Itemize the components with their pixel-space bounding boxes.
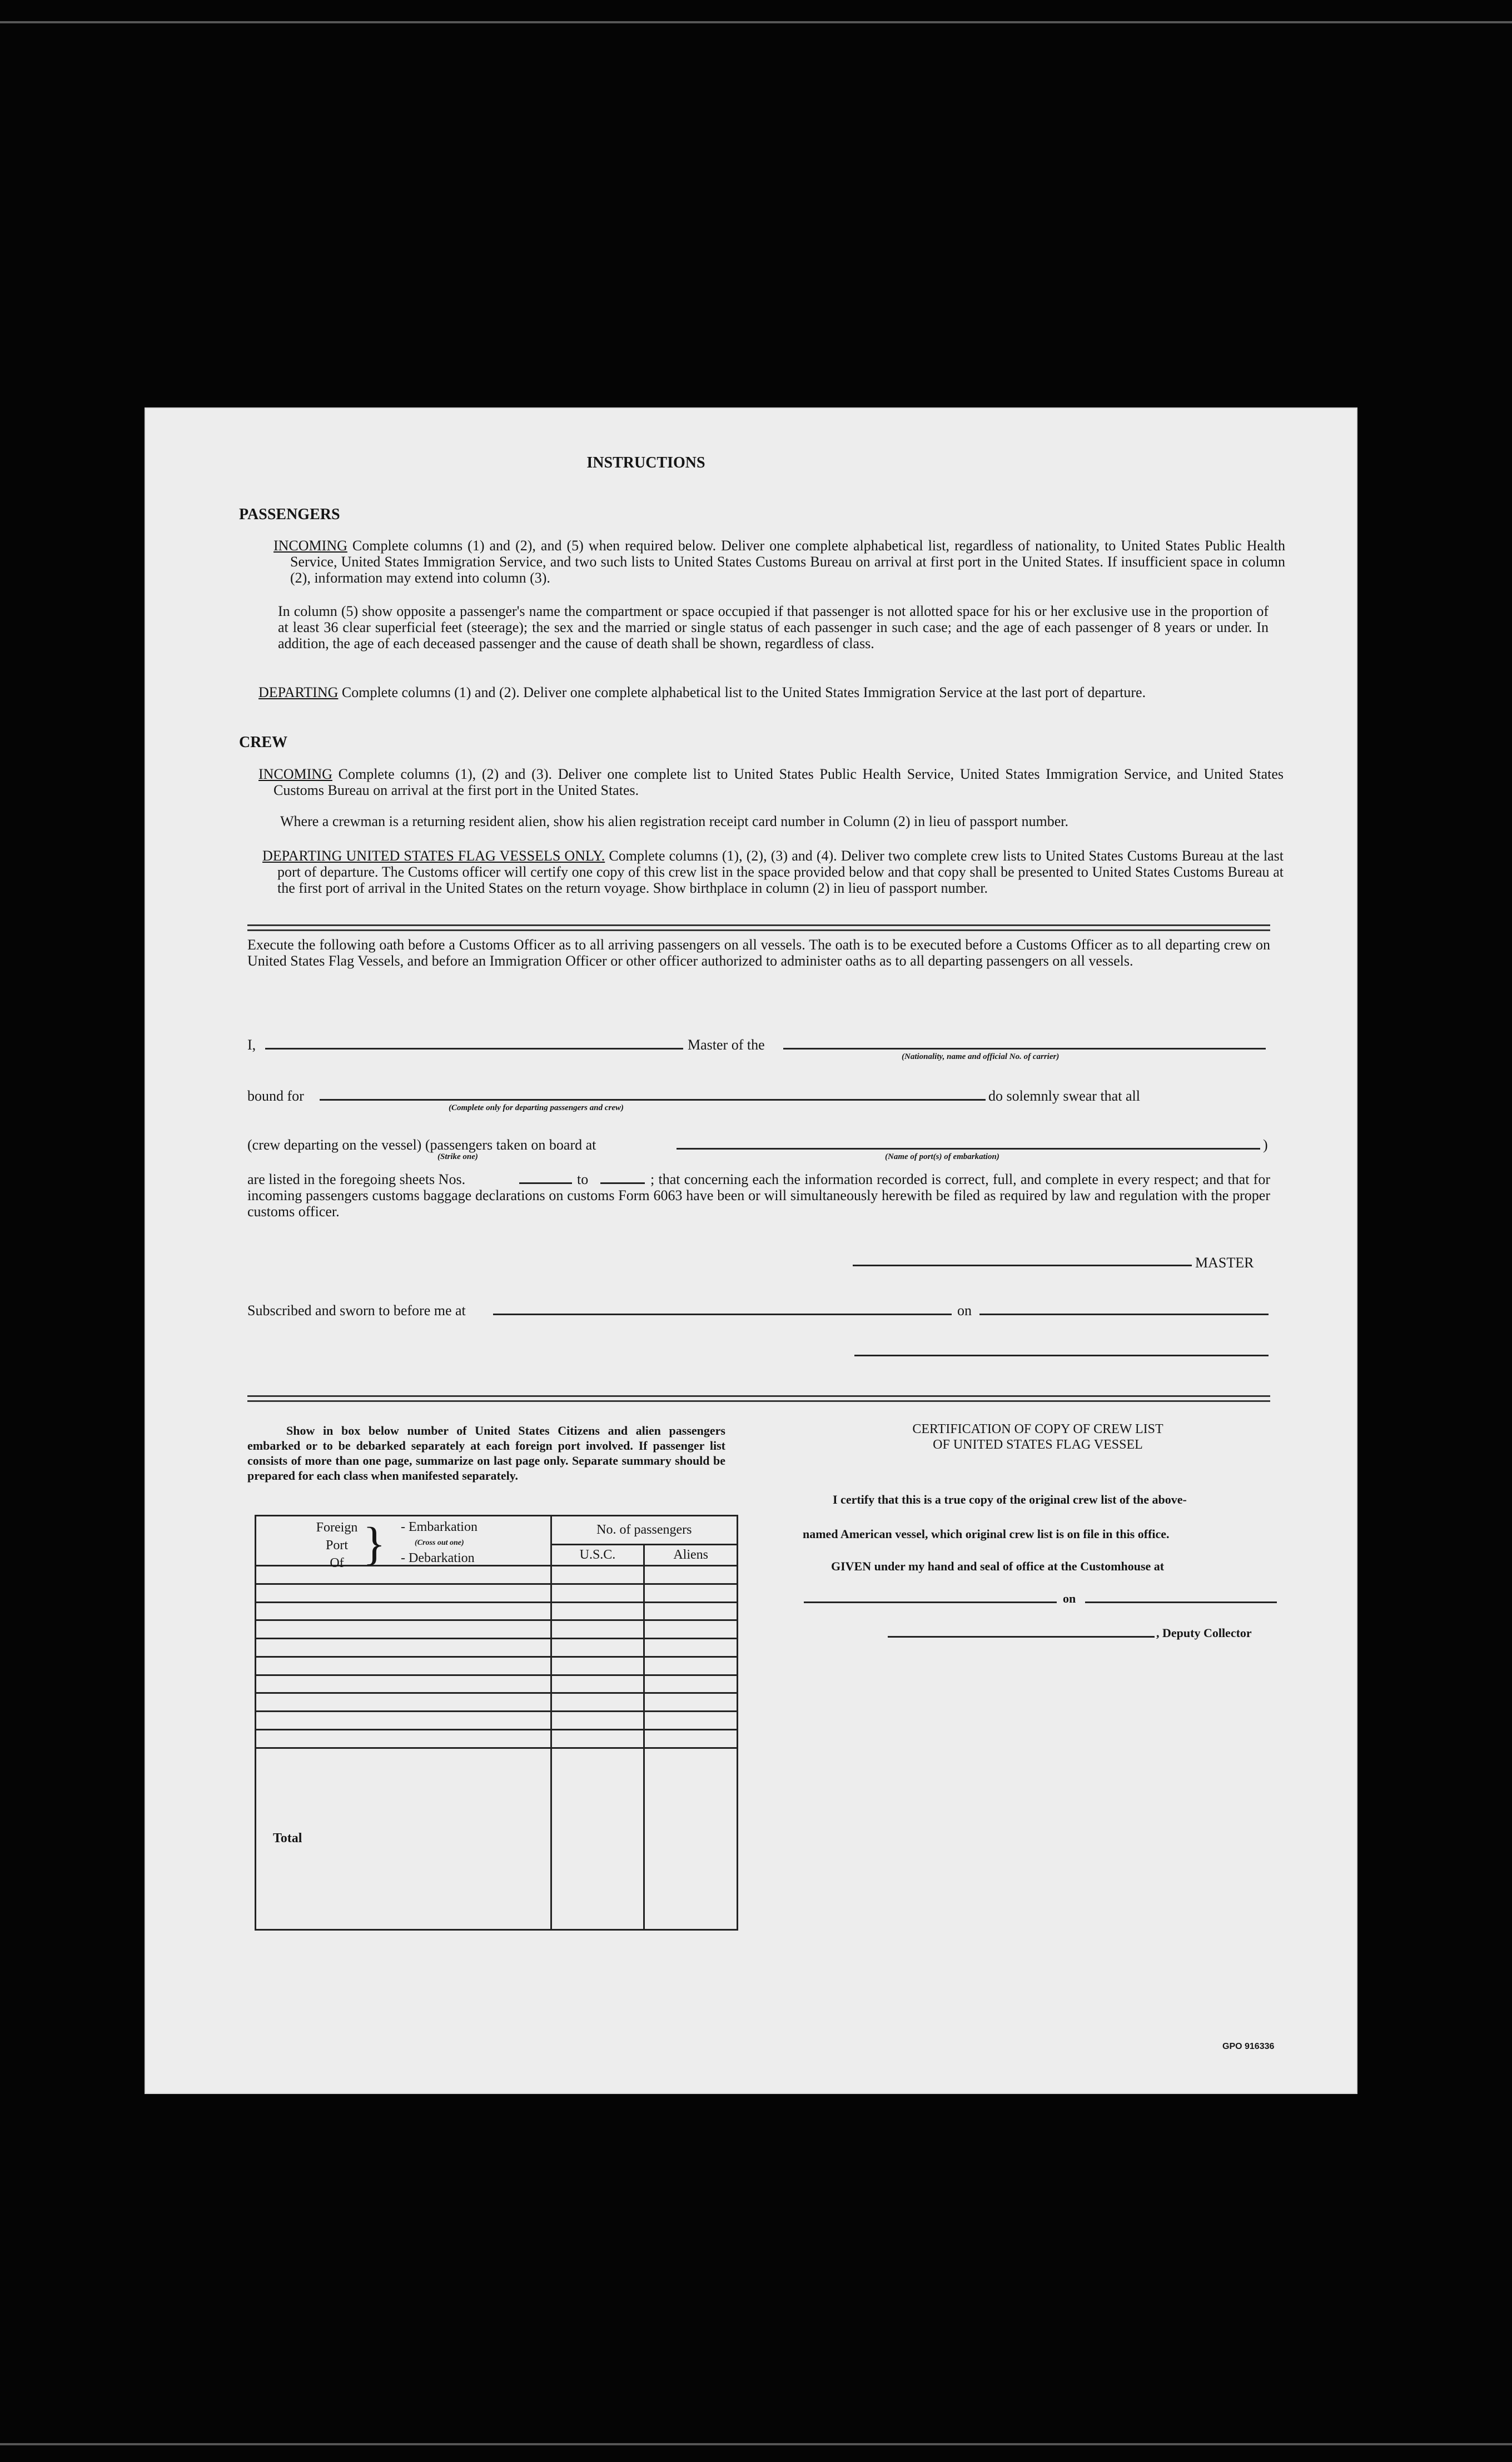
master-signature-field[interactable]: [853, 1265, 1192, 1266]
port-cell[interactable]: [256, 1602, 551, 1620]
crew-incoming: [258, 766, 1284, 798]
certification-title-line2: OF UNITED STATES FLAG VESSEL: [933, 1438, 1143, 1452]
passengers-heading: PASSENGERS: [239, 506, 340, 523]
total-row: [256, 1748, 738, 1930]
no-passengers-header: No. of passengers: [551, 1516, 737, 1545]
cross-out-caption: (Cross out one): [415, 1539, 464, 1547]
usc-cell[interactable]: [551, 1712, 644, 1730]
total-label: Total: [256, 1748, 551, 1930]
port-label: Port: [325, 1538, 348, 1553]
port-cell[interactable]: [256, 1620, 551, 1639]
port-cell[interactable]: [256, 1693, 551, 1712]
crew-incoming-text: Complete columns (1), (2) and (3). Deliver one complete list to United States Public Health Service, United States Immigration Service, and United States Customs Bureau on arrival at the first port in the United States.: [273, 766, 1284, 798]
strike-caption: (Strike one): [437, 1152, 478, 1161]
table-row: [256, 1639, 738, 1657]
table-row: [256, 1620, 738, 1639]
certify-line1: I certify that this is a true copy of the original crew list of the above-: [833, 1493, 1187, 1506]
nationality-caption: (Nationality, name and official No. of carrier): [902, 1052, 1060, 1061]
usc-cell[interactable]: [551, 1566, 644, 1584]
of-label: Of: [330, 1556, 344, 1570]
aliens-cell[interactable]: [644, 1657, 738, 1675]
usc-cell[interactable]: [551, 1675, 644, 1693]
table-row: [256, 1729, 738, 1748]
certification-title-line1: CERTIFICATION OF COPY OF CREW LIST: [912, 1422, 1163, 1436]
oath-i-label: I,: [247, 1037, 256, 1053]
master-label: MASTER: [1195, 1255, 1254, 1271]
divider-lower: [247, 1395, 1270, 1402]
crew-heading: CREW: [239, 734, 288, 751]
total-usc-cell[interactable]: [551, 1748, 644, 1930]
usc-cell[interactable]: [551, 1639, 644, 1657]
passengers-departing-text: Complete columns (1) and (2). Deliver one complete alphabetical list to the United States Immigration Service at the last port of departure.: [341, 684, 1146, 700]
divider: [247, 924, 1270, 931]
carrier-field[interactable]: [783, 1048, 1266, 1050]
given-line: GIVEN under my hand and seal of office at the Customhouse at: [831, 1559, 1165, 1573]
page-title: INSTRUCTIONS: [586, 454, 705, 471]
aliens-cell[interactable]: [644, 1620, 738, 1639]
sworn-on-label: on: [957, 1302, 972, 1319]
usc-cell[interactable]: [551, 1584, 644, 1602]
aliens-cell[interactable]: [644, 1566, 738, 1584]
aliens-cell[interactable]: [644, 1675, 738, 1693]
usc-header: U.S.C.: [551, 1545, 644, 1566]
sworn-place-field[interactable]: [493, 1314, 952, 1315]
aliens-cell[interactable]: [644, 1602, 738, 1620]
film-edge-bottom: [0, 2443, 1512, 2445]
passengers-column5: In column (5) show opposite a passenger's name the compartment or space occupied if that passenger is not allotted space for his or her exclusive use in the proportion of at least 36 clear superficial feet (steerage); the sex and the married or single status of each passenger in such case; and the age of each passenger of 8 years or under. In addition, the age of each deceased passenger and the cause of death shall be shown, regardless of class.: [278, 603, 1269, 651]
port-cell[interactable]: [256, 1584, 551, 1602]
summary-table: [255, 1515, 738, 1931]
deputy-label: , Deputy Collector: [1156, 1626, 1252, 1640]
embarkation-port-field[interactable]: [677, 1148, 1260, 1150]
embarkation-label: - Embarkation: [401, 1520, 478, 1534]
port-cell[interactable]: [256, 1657, 551, 1675]
bound-for-field[interactable]: [320, 1099, 986, 1101]
passengers-incoming-label: INCOMING: [273, 538, 347, 554]
table-row: [256, 1584, 738, 1602]
gpo-code: GPO 916336: [1222, 2042, 1275, 2051]
customhouse-field[interactable]: [804, 1601, 1057, 1603]
subscribed-label: Subscribed and sworn to before me at: [247, 1302, 466, 1319]
table-row: [256, 1657, 738, 1675]
passengers-departing: [258, 684, 1284, 700]
usc-cell[interactable]: [551, 1729, 644, 1748]
to-label: to: [577, 1171, 589, 1187]
aliens-cell[interactable]: [644, 1729, 738, 1748]
total-aliens-cell[interactable]: [644, 1748, 738, 1930]
bound-for-label: bound for: [247, 1088, 304, 1104]
film-edge-top: [0, 21, 1512, 23]
crew-departing-label: DEPARTING UNITED STATES FLAG VESSELS ONLY.: [262, 848, 605, 864]
crew-incoming-label: INCOMING: [258, 766, 332, 782]
table-row: [256, 1693, 738, 1712]
cert-date-field[interactable]: [1085, 1601, 1277, 1603]
passengers-incoming-text: Complete columns (1) and (2), and (5) when required below. Deliver one complete alphabetical list, regardless of nationality, to United States Public Health Service, United States Immigration Service, and two such lists to United States Customs Bureau on arrival at first port in the United States. If insufficient space in column (2), information may extend into column (3).: [290, 538, 1286, 586]
usc-cell[interactable]: [551, 1693, 644, 1712]
certify-line2: named American vessel, which original crew list is on file in this office.: [803, 1527, 1170, 1541]
listed-label: are listed in the foregoing sheets Nos.: [247, 1171, 466, 1187]
crew-departing-text: Complete columns (1), (2), (3) and (4). Deliver two complete crew lists to United States Customs Bureau at the last port of departure. The Customs officer will certify one copy of this crew list in the space provided below and that copy shall be presented to United States Customs Bureau at the first port of arrival in the United States on the return voyage. Show birthplace in column (2) in lieu of passport number.: [277, 848, 1284, 896]
table-row: [256, 1675, 738, 1693]
debarkation-label: - Debarkation: [401, 1551, 475, 1565]
aliens-header: Aliens: [644, 1545, 738, 1566]
aliens-cell[interactable]: [644, 1584, 738, 1602]
swear-label: do solemnly swear that all: [988, 1088, 1140, 1104]
port-caption: (Name of port(s) of embarkation): [885, 1152, 999, 1161]
port-cell[interactable]: [256, 1675, 551, 1693]
usc-cell[interactable]: [551, 1657, 644, 1675]
usc-cell[interactable]: [551, 1620, 644, 1639]
aliens-cell[interactable]: [644, 1693, 738, 1712]
passengers-departing-label: DEPARTING: [258, 684, 339, 700]
crew-departing: [262, 848, 1284, 896]
master-of-label: Master of the: [688, 1037, 765, 1053]
certification-title: [835, 1421, 1241, 1453]
port-cell[interactable]: [256, 1712, 551, 1730]
usc-cell[interactable]: [551, 1602, 644, 1620]
crew-departing-label: (crew departing on the vessel) (passengers taken on board at: [247, 1137, 596, 1153]
master-name-field[interactable]: [265, 1048, 683, 1050]
officer-signature-field[interactable]: [854, 1355, 1269, 1356]
table-row: [256, 1602, 738, 1620]
oath-statement: ; that concerning each the information recorded is correct, full, and complete in every respect; and that for incoming passengers customs baggage declarations on customs Form 6063 have been or will simultaneously herewith be filed as required by law and regulation with the proper customs officer.: [247, 1171, 1270, 1220]
passengers-incoming: [273, 538, 1285, 586]
cert-on-label: on: [1063, 1591, 1076, 1605]
foreign-label: Foreign: [316, 1520, 358, 1535]
close-paren: ): [1263, 1137, 1268, 1153]
aliens-cell[interactable]: [644, 1639, 738, 1657]
sworn-date-field[interactable]: [979, 1314, 1269, 1315]
port-cell[interactable]: [256, 1639, 551, 1657]
deputy-signature-field[interactable]: [888, 1636, 1155, 1638]
port-cell[interactable]: [256, 1729, 551, 1748]
form-page: [146, 409, 1356, 2093]
brace-glyph: }: [363, 1518, 386, 1570]
bound-caption: (Complete only for departing passengers and crew): [449, 1103, 624, 1112]
port-cell[interactable]: [256, 1566, 551, 1584]
oath-intro: Execute the following oath before a Customs Officer as to all arriving passengers on all vessels. The oath is to be executed before a Customs Officer as to all departing crew on United States Flag Vessels, and before an Immigration Officer or other officer authorized to administer oaths as to all departing passengers on all vessels.: [247, 937, 1270, 969]
summary-instructions: Show in box below number of United States Citizens and alien passengers embarked or to be debarked separately at each foreign port involved. If passenger list consists of more than one page, summarize on last page only. Separate summary should be prepared for each class when manifested separately.: [247, 1424, 725, 1483]
aliens-cell[interactable]: [644, 1712, 738, 1730]
table-row: [256, 1712, 738, 1730]
crew-alien-note: Where a crewman is a returning resident alien, show his alien registration receipt card number in Column (2) in lieu of passport number.: [280, 813, 1069, 829]
port-header-cell: [256, 1516, 551, 1570]
